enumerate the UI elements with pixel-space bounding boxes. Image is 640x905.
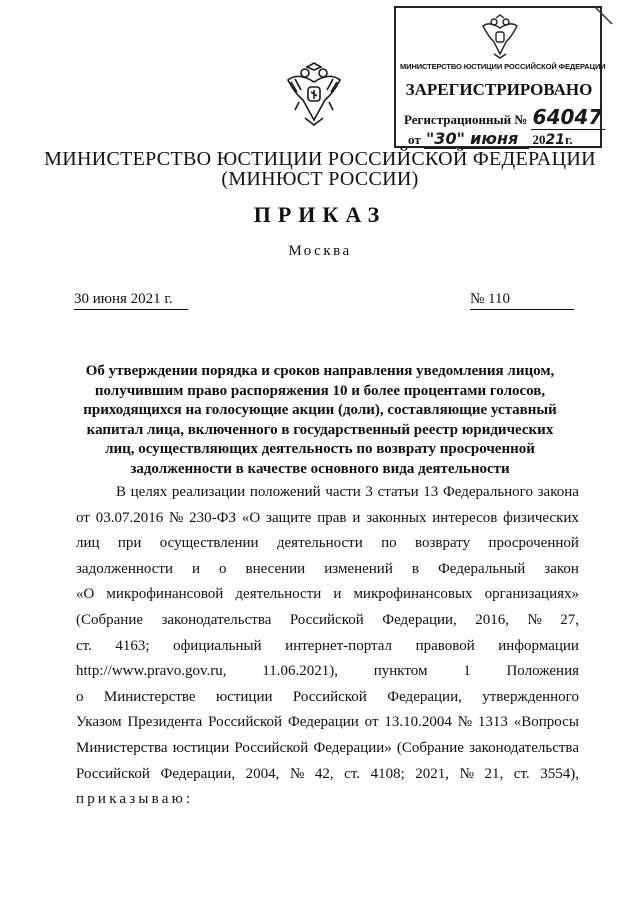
registration-stamp — [394, 6, 606, 148]
body-line: задолженности и о внесении изменений в Федеральный закон — [76, 560, 579, 577]
title-line: задолженности в качестве основного вида деятельности — [130, 460, 510, 477]
title-line: приходящихся на голосующие акции (доли), составляющие уставный — [83, 402, 557, 418]
body-line: Указом Президента Российской Федерации от 13.10.2004 № 1313 «Вопросы — [76, 714, 579, 731]
body-line: лиц при осуществлении деятельности по возврату просроченной — [76, 535, 579, 552]
stamp-eagle-icon — [480, 14, 520, 60]
order-date: 30 июня 2021 г. — [74, 291, 188, 310]
body-line: http://www.pravo.gov.ru, 11.06.2021), пунктом 1 Положения — [76, 663, 579, 680]
city: Москва — [288, 243, 352, 259]
stamp-date-suffix: г. — [564, 132, 573, 147]
stamp-ministry: МИНИСТЕРСТВО ЮСТИЦИИ РОССИЙСКОЙ ФЕДЕРАЦИИ — [400, 62, 606, 71]
body-line: о Министерстве юстиции Российской Федерации, утвержденного — [76, 688, 579, 705]
order-number: № 110 — [470, 291, 574, 310]
title-line: получившим право распоряжения 10 и более процентами голосов, — [94, 382, 546, 399]
stamp-reg-number-label: Регистрационный № — [404, 112, 528, 127]
body-line: В целях реализации положений части 3 статьи 13 Федерального закона — [116, 484, 579, 500]
stamp-date-day: "30" — [425, 129, 465, 148]
order-title — [60, 362, 580, 479]
body-line: Министерства юстиции Российской Федерации» (Собрание законодательства — [76, 739, 579, 756]
stamp-date — [408, 129, 573, 149]
body-line: ст. 4163; официальный интернет-портал правовой информации — [76, 637, 579, 654]
stamp-registered: ЗАРЕГИСТРИРОВАНО — [405, 80, 593, 99]
stamp-date-year-prefix: 20 — [532, 132, 546, 147]
body-line: от 03.07.2016 № 230-ФЗ «О защите прав и законных интересов физических — [76, 509, 579, 526]
stamp-reg-number — [404, 105, 605, 130]
body-line: Российской Федерации, 2004, № 42, ст. 4108; 2021, № 21, ст. 3554), — [76, 765, 579, 782]
ministry-short-name: (МИНЮСТ РОССИИ) — [221, 168, 419, 190]
title-line: Об утверждении порядка и сроков направления уведомления лицом, — [85, 363, 555, 379]
title-line: капитал лица, включенного в государственный реестр юридических — [86, 421, 554, 438]
stamp-reg-number-value: 64047 — [531, 105, 605, 130]
body-line: приказываю: — [76, 791, 194, 808]
title-line: лиц, осуществляющих деятельность по возврату просроченной — [105, 441, 535, 457]
stamp-date-year-hand: 21 — [545, 132, 565, 148]
body-line: «О микрофинансовой деятельности и микрофинансовых организациях» — [76, 586, 579, 603]
coat-of-arms-icon — [285, 62, 343, 128]
stamp-date-prefix: от — [408, 132, 421, 147]
order-body — [76, 480, 579, 813]
stamp-date-month: июня — [459, 129, 529, 149]
document-type: ПРИКАЗ — [253, 202, 387, 227]
stamp-corner-mark — [592, 4, 614, 26]
body-line: (Собрание законодательства Российской Федерации, 2016, № 27, — [76, 611, 579, 628]
ministry-name: МИНИСТЕРСТВО ЮСТИЦИИ РОССИЙСКОЙ ФЕДЕРАЦИИ — [44, 148, 596, 170]
